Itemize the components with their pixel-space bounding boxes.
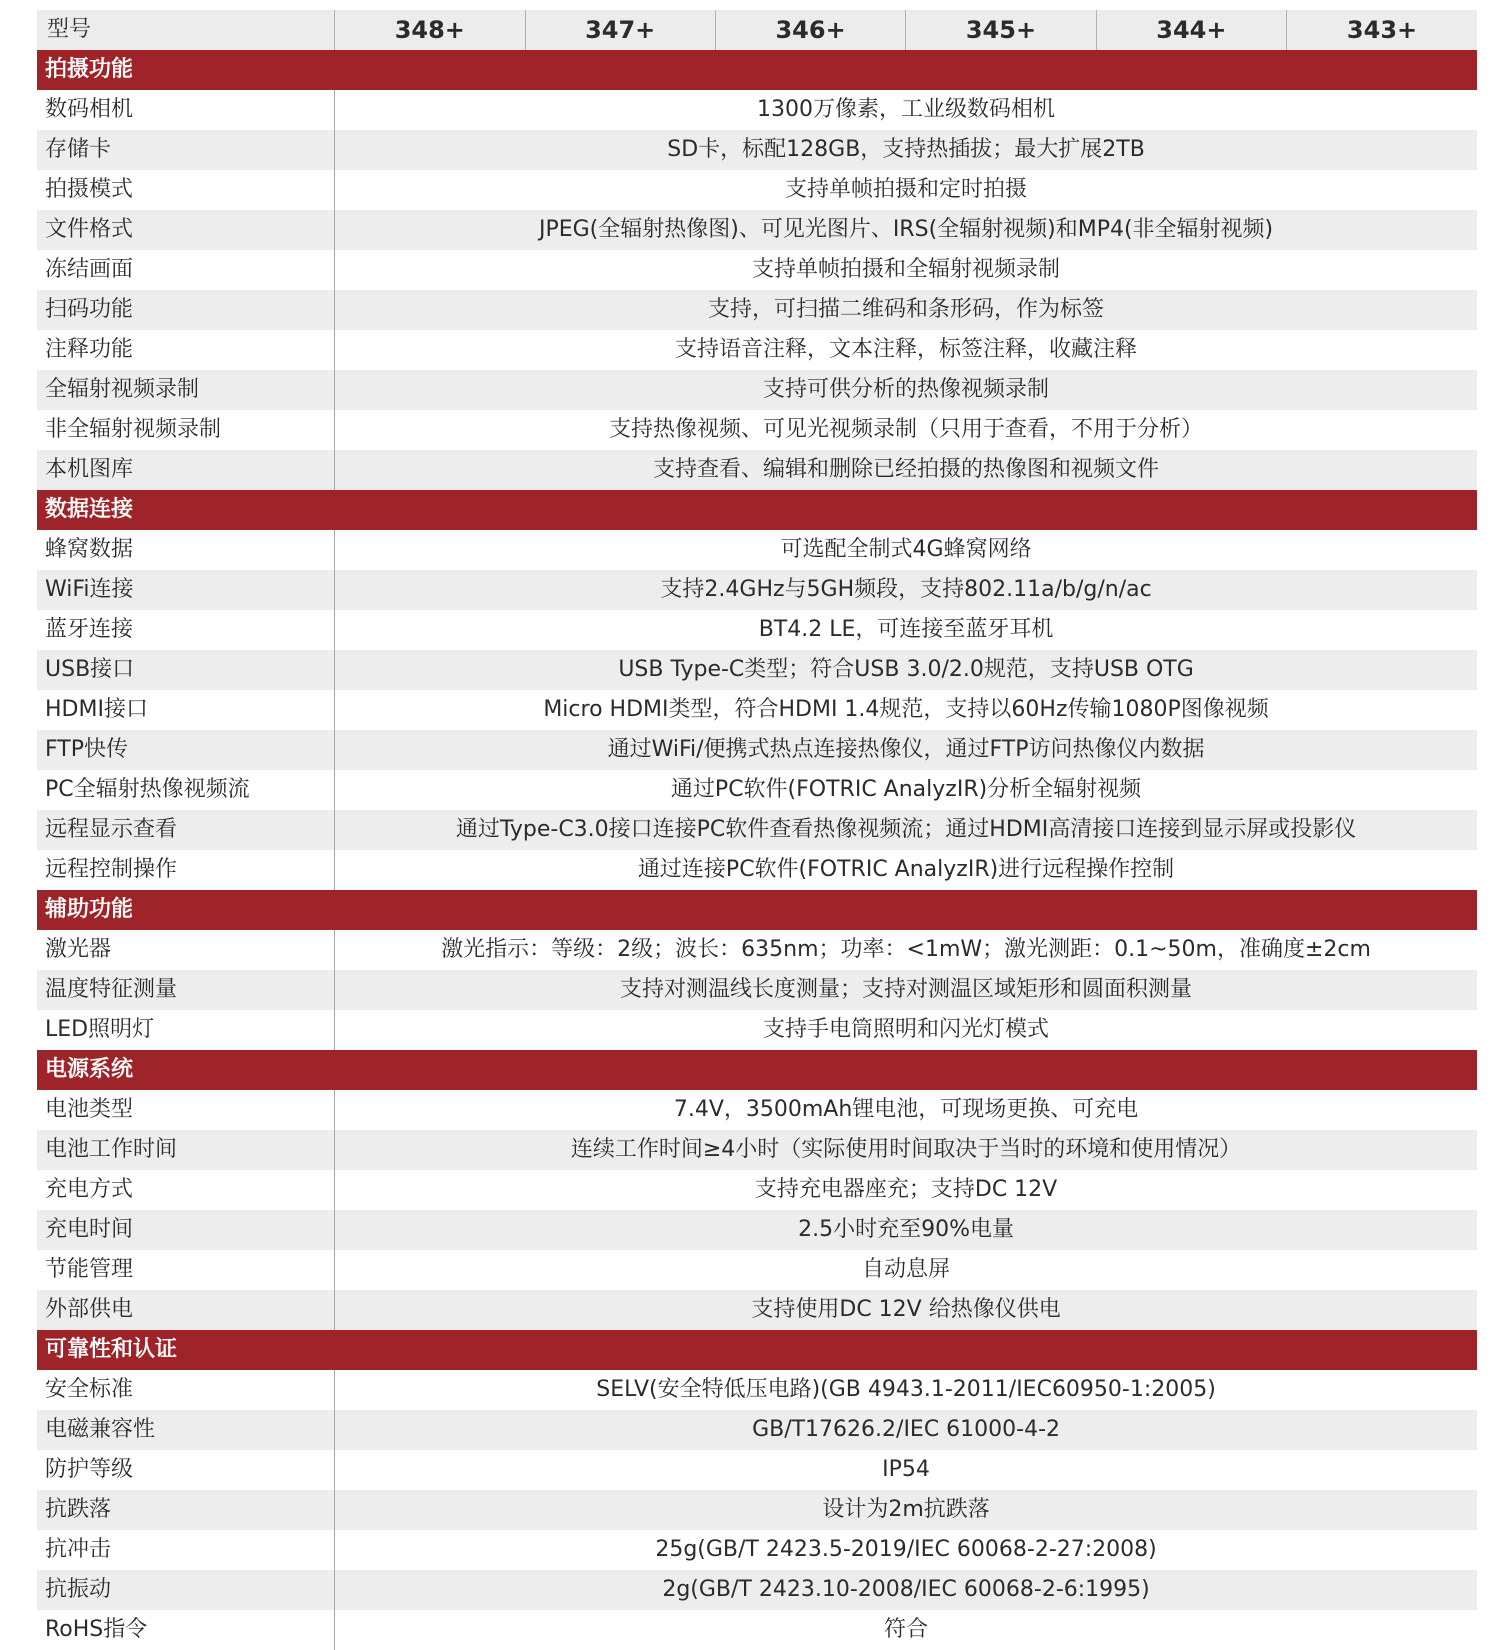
spec-value: 通过连接PC软件(FOTRIC AnalyzIR)进行远程操作控制 [637, 857, 1175, 882]
spec-value: 支持手电筒照明和闪光灯模式 [763, 1017, 1050, 1042]
table-row [37, 130, 1477, 170]
spec-label: 注释功能 [37, 330, 335, 370]
spec-value: 支持查看、编辑和删除已经拍摄的热像图和视频文件 [335, 450, 1477, 490]
table-row [37, 290, 1477, 330]
table-row [37, 1490, 1477, 1530]
spec-value: 支持热像视频、可见光视频录制（只用于查看，不用于分析） [609, 417, 1204, 442]
spec-label: 蜂窝数据 [37, 530, 335, 570]
table-row [37, 1610, 1477, 1650]
spec-label: 充电时间 [37, 1210, 335, 1250]
table-row [37, 850, 1477, 890]
spec-value: 支持对测温线长度测量；支持对测温区域矩形和圆面积测量 [335, 970, 1477, 1010]
section-header [37, 50, 1477, 90]
table-row [37, 1570, 1477, 1610]
spec-label: 远程显示查看 [37, 810, 335, 850]
spec-label: 电磁兼容性 [37, 1410, 335, 1450]
table-row [37, 690, 1477, 730]
section-header [37, 890, 1477, 930]
spec-value: 设计为2m抗跌落 [335, 1490, 1477, 1530]
spec-label: 抗跌落 [37, 1490, 335, 1530]
model-header: 345+ [906, 10, 1096, 50]
section-header [37, 490, 1477, 530]
spec-label: 非全辐射视频录制 [37, 410, 335, 450]
table-row [37, 330, 1477, 370]
table-row [37, 730, 1477, 770]
spec-label: 电池类型 [37, 1090, 335, 1130]
spec-value: 支持充电器座充；支持DC 12V [754, 1177, 1058, 1202]
table-row [37, 1170, 1477, 1210]
spec-label: 存储卡 [37, 130, 335, 170]
table-row [37, 530, 1477, 570]
table-row [37, 650, 1477, 690]
spec-label: 本机图库 [37, 450, 335, 490]
spec-label: 全辐射视频录制 [37, 370, 335, 410]
model-header: 344+ [1096, 10, 1286, 50]
table-row [37, 210, 1477, 250]
section-header [37, 1330, 1477, 1370]
spec-label: 电池工作时间 [37, 1130, 335, 1170]
table-row [37, 450, 1477, 490]
spec-value: 支持单帧拍摄和全辐射视频录制 [752, 257, 1061, 282]
table-row [37, 610, 1477, 650]
spec-value: 2g(GB/T 2423.10-2008/IEC 60068-2-6:1995) [335, 1570, 1477, 1610]
section-title: 数据连接 [37, 490, 1477, 530]
spec-label: 远程控制操作 [37, 850, 335, 890]
spec-value: 7.4V，3500mAh锂电池，可现场更换、可充电 [673, 1097, 1139, 1122]
table-row [37, 970, 1477, 1010]
spec-value: Micro HDMI类型，符合HDMI 1.4规范，支持以60Hz传输1080P图像视频 [543, 697, 1269, 722]
spec-value: BT4.2 LE，可连接至蓝牙耳机 [758, 617, 1054, 642]
table-row [37, 1410, 1477, 1450]
section-title: 可靠性和认证 [37, 1330, 1477, 1370]
spec-label: USB接口 [37, 650, 335, 690]
spec-value: JPEG(全辐射热像图)、可见光图片、IRS(全辐射视频)和MP4(非全辐射视频) [335, 210, 1477, 250]
table-row [37, 410, 1477, 450]
spec-value: 自动息屏 [862, 1257, 951, 1282]
spec-label: 抗冲击 [37, 1530, 335, 1570]
table-row [37, 1210, 1477, 1250]
spec-label: FTP快传 [37, 730, 335, 770]
spec-label: 外部供电 [37, 1290, 335, 1330]
spec-value: 连续工作时间≥4小时（实际使用时间取决于当时的环境和使用情况） [335, 1130, 1477, 1170]
spec-label: WiFi连接 [37, 570, 335, 610]
spec-label: 温度特征测量 [37, 970, 335, 1010]
spec-value: GB/T17626.2/IEC 61000-4-2 [335, 1410, 1477, 1450]
table-row [37, 250, 1477, 290]
spec-value: 可选配全制式4G蜂窝网络 [780, 537, 1032, 562]
table-row [37, 1290, 1477, 1330]
spec-label: RoHS指令 [37, 1610, 335, 1650]
model-header: 346+ [715, 10, 905, 50]
table-row [37, 90, 1477, 130]
section-title: 辅助功能 [37, 890, 1477, 930]
table-row [37, 930, 1477, 970]
spec-label: 扫码功能 [37, 290, 335, 330]
spec-table [37, 10, 1477, 1650]
spec-label: LED照明灯 [37, 1010, 335, 1050]
header-row [37, 10, 1477, 50]
table-row [37, 1450, 1477, 1490]
spec-label: 安全标准 [37, 1370, 335, 1410]
spec-value: 通过PC软件(FOTRIC AnalyzIR)分析全辐射视频 [670, 777, 1142, 802]
spec-label: 拍摄模式 [37, 170, 335, 210]
spec-value: 通过WiFi/便携式热点连接热像仪，通过FTP访问热像仪内数据 [335, 730, 1477, 770]
section-header [37, 1050, 1477, 1090]
spec-label: 数码相机 [37, 90, 335, 130]
spec-value: SELV(安全特低压电路)(GB 4943.1-2011/IEC60950-1:2005) [596, 1377, 1216, 1402]
spec-value: IP54 [882, 1457, 930, 1482]
spec-value: 通过Type-C3.0接口连接PC软件查看热像视频流；通过HDMI高清接口连接到显示屏或投影仪 [335, 810, 1477, 850]
section-title: 电源系统 [37, 1050, 1477, 1090]
spec-label: 文件格式 [37, 210, 335, 250]
spec-value: 支持可供分析的热像视频录制 [335, 370, 1477, 410]
spec-value: 支持语音注释，文本注释，标签注释，收藏注释 [675, 337, 1138, 362]
model-header: 348+ [335, 10, 525, 50]
spec-value: 符合 [884, 1617, 929, 1642]
table-row [37, 1090, 1477, 1130]
spec-label: 节能管理 [37, 1250, 335, 1290]
spec-label: PC全辐射热像视频流 [37, 770, 335, 810]
spec-value: SD卡，标配128GB，支持热插拔；最大扩展2TB [335, 130, 1477, 170]
table-row [37, 1250, 1477, 1290]
spec-label: 激光器 [37, 930, 335, 970]
table-row [37, 810, 1477, 850]
spec-value: USB Type-C类型；符合USB 3.0/2.0规范，支持USB OTG [335, 650, 1477, 690]
spec-table-body [37, 10, 1477, 1650]
table-row [37, 170, 1477, 210]
spec-value: 支持，可扫描二维码和条形码，作为标签 [335, 290, 1477, 330]
section-title: 拍摄功能 [37, 50, 1477, 90]
table-row [37, 1530, 1477, 1570]
spec-value: 支持2.4GHz与5GH频段，支持802.11a/b/g/n/ac [335, 570, 1477, 610]
spec-value: 1300万像素，工业级数码相机 [757, 97, 1056, 122]
spec-value: 2.5小时充至90%电量 [335, 1210, 1477, 1250]
spec-value: 支持单帧拍摄和定时拍摄 [785, 177, 1028, 202]
header-label: 型号 [37, 10, 335, 50]
spec-label: 抗振动 [37, 1570, 335, 1610]
table-row [37, 370, 1477, 410]
spec-label: 充电方式 [37, 1170, 335, 1210]
spec-label: 蓝牙连接 [37, 610, 335, 650]
table-row [37, 1010, 1477, 1050]
model-header: 347+ [525, 10, 715, 50]
model-header: 343+ [1287, 10, 1477, 50]
table-row [37, 1130, 1477, 1170]
spec-value: 25g(GB/T 2423.5-2019/IEC 60068-2-27:2008) [655, 1537, 1157, 1562]
spec-label: 冻结画面 [37, 250, 335, 290]
table-row [37, 770, 1477, 810]
spec-label: 防护等级 [37, 1450, 335, 1490]
table-row [37, 1370, 1477, 1410]
spec-value: 支持使用DC 12V 给热像仪供电 [335, 1290, 1477, 1330]
table-row [37, 570, 1477, 610]
spec-value: 激光指示：等级：2级；波长：635nm；功率：<1mW；激光测距：0.1~50m，准确度±2cm [441, 937, 1371, 962]
spec-label: HDMI接口 [37, 690, 335, 730]
